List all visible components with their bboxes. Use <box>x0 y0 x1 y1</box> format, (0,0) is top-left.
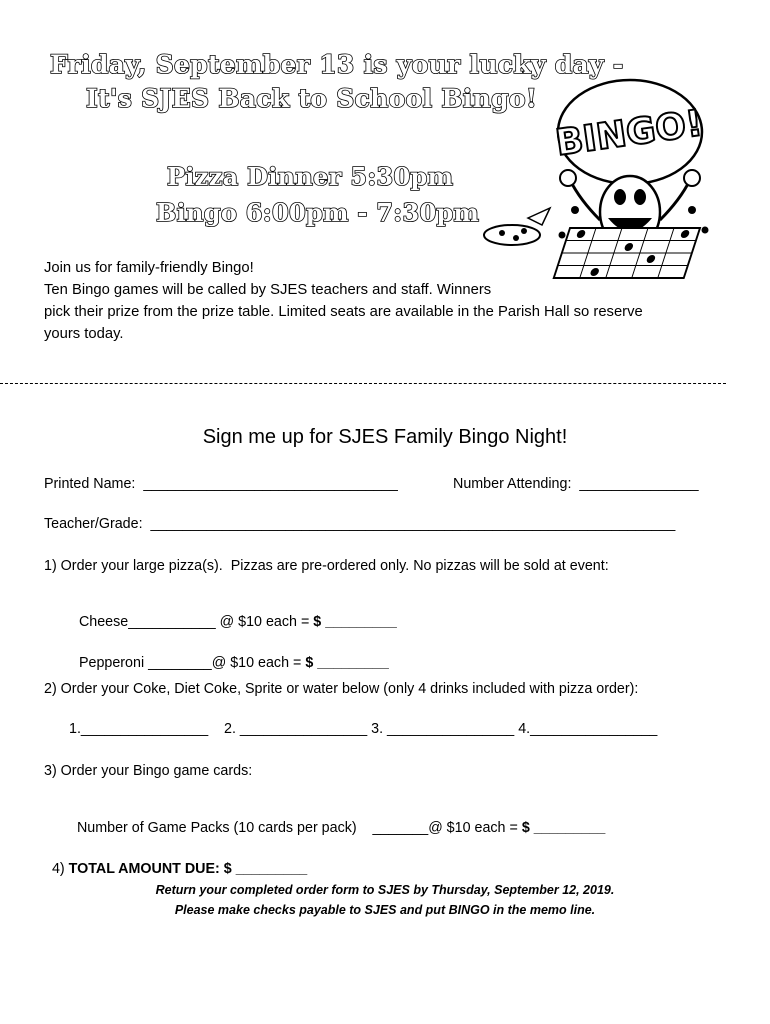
drinks-fields[interactable]: 1.________________ 2. ________________ 3. ________________ 4.________________ <box>69 721 658 737</box>
bingo-bubble-text: BINGO! <box>553 102 706 165</box>
form-title: Sign me up for SJES Family Bingo Night! <box>202 426 568 448</box>
total-due-number: 4) <box>51 861 69 877</box>
cheese-pizza-total[interactable]: $ _________ <box>313 614 397 630</box>
printed-name-field[interactable]: Printed Name: ________________________________ <box>44 476 398 492</box>
game-cards-instructions: 3) Order your Bingo game cards: <box>44 763 253 779</box>
pepperoni-pizza-row[interactable] <box>71 639 389 671</box>
pepperoni-pizza-total[interactable]: $ _________ <box>305 655 389 671</box>
bingo-cartoon-icon <box>480 60 720 285</box>
cut-line-divider <box>0 383 726 384</box>
pepperoni-pizza-label: Pepperoni ________@ $10 each = <box>78 655 306 671</box>
headline-line-1: Friday, September 13 is your lucky day - <box>50 50 624 79</box>
bingo-time: Bingo 6:00pm - 7:30pm <box>156 198 480 227</box>
game-packs-row[interactable] <box>69 804 605 836</box>
intro-line-4: yours today. <box>44 326 124 342</box>
number-attending-field[interactable]: Number Attending: _______________ <box>453 476 699 492</box>
cheese-pizza-row[interactable] <box>71 598 397 630</box>
teacher-grade-field[interactable]: Teacher/Grade: __________________________________________________________________ <box>44 516 676 532</box>
game-packs-total[interactable]: $ _________ <box>521 820 606 836</box>
headline-line-2: It's SJES Back to School Bingo! <box>86 84 538 113</box>
intro-line-3: pick their prize from the prize table. Limited seats are available in the Parish Hall so reserve <box>44 304 643 320</box>
pizza-dinner-time: Pizza Dinner 5:30pm <box>167 162 454 191</box>
intro-line-2: Ten Bingo games will be called by SJES teachers and staff. Winners <box>44 282 492 298</box>
game-packs-label: Number of Game Packs (10 cards per pack) _______@ $10 each = <box>76 820 522 836</box>
intro-line-1: Join us for family-friendly Bingo! <box>44 260 254 276</box>
total-amount-due[interactable]: TOTAL AMOUNT DUE: $ _________ <box>68 861 308 877</box>
intro-paragraph <box>44 257 734 345</box>
total-due-row[interactable] <box>44 845 307 877</box>
cheese-pizza-label: Cheese___________ @ $10 each = <box>78 614 314 630</box>
drinks-order-instructions: 2) Order your Coke, Diet Coke, Sprite or water below (only 4 drinks included with pizza order): <box>44 681 639 697</box>
footer-payment-instructions: Please make checks payable to SJES and put BINGO in the memo line. <box>174 903 596 917</box>
pizza-order-instructions: 1) Order your large pizza(s). Pizzas are pre-ordered only. No pizzas will be sold at event: <box>44 558 609 574</box>
footer-return-instructions: Return your completed order form to SJES by Thursday, September 12, 2019. <box>155 883 615 897</box>
